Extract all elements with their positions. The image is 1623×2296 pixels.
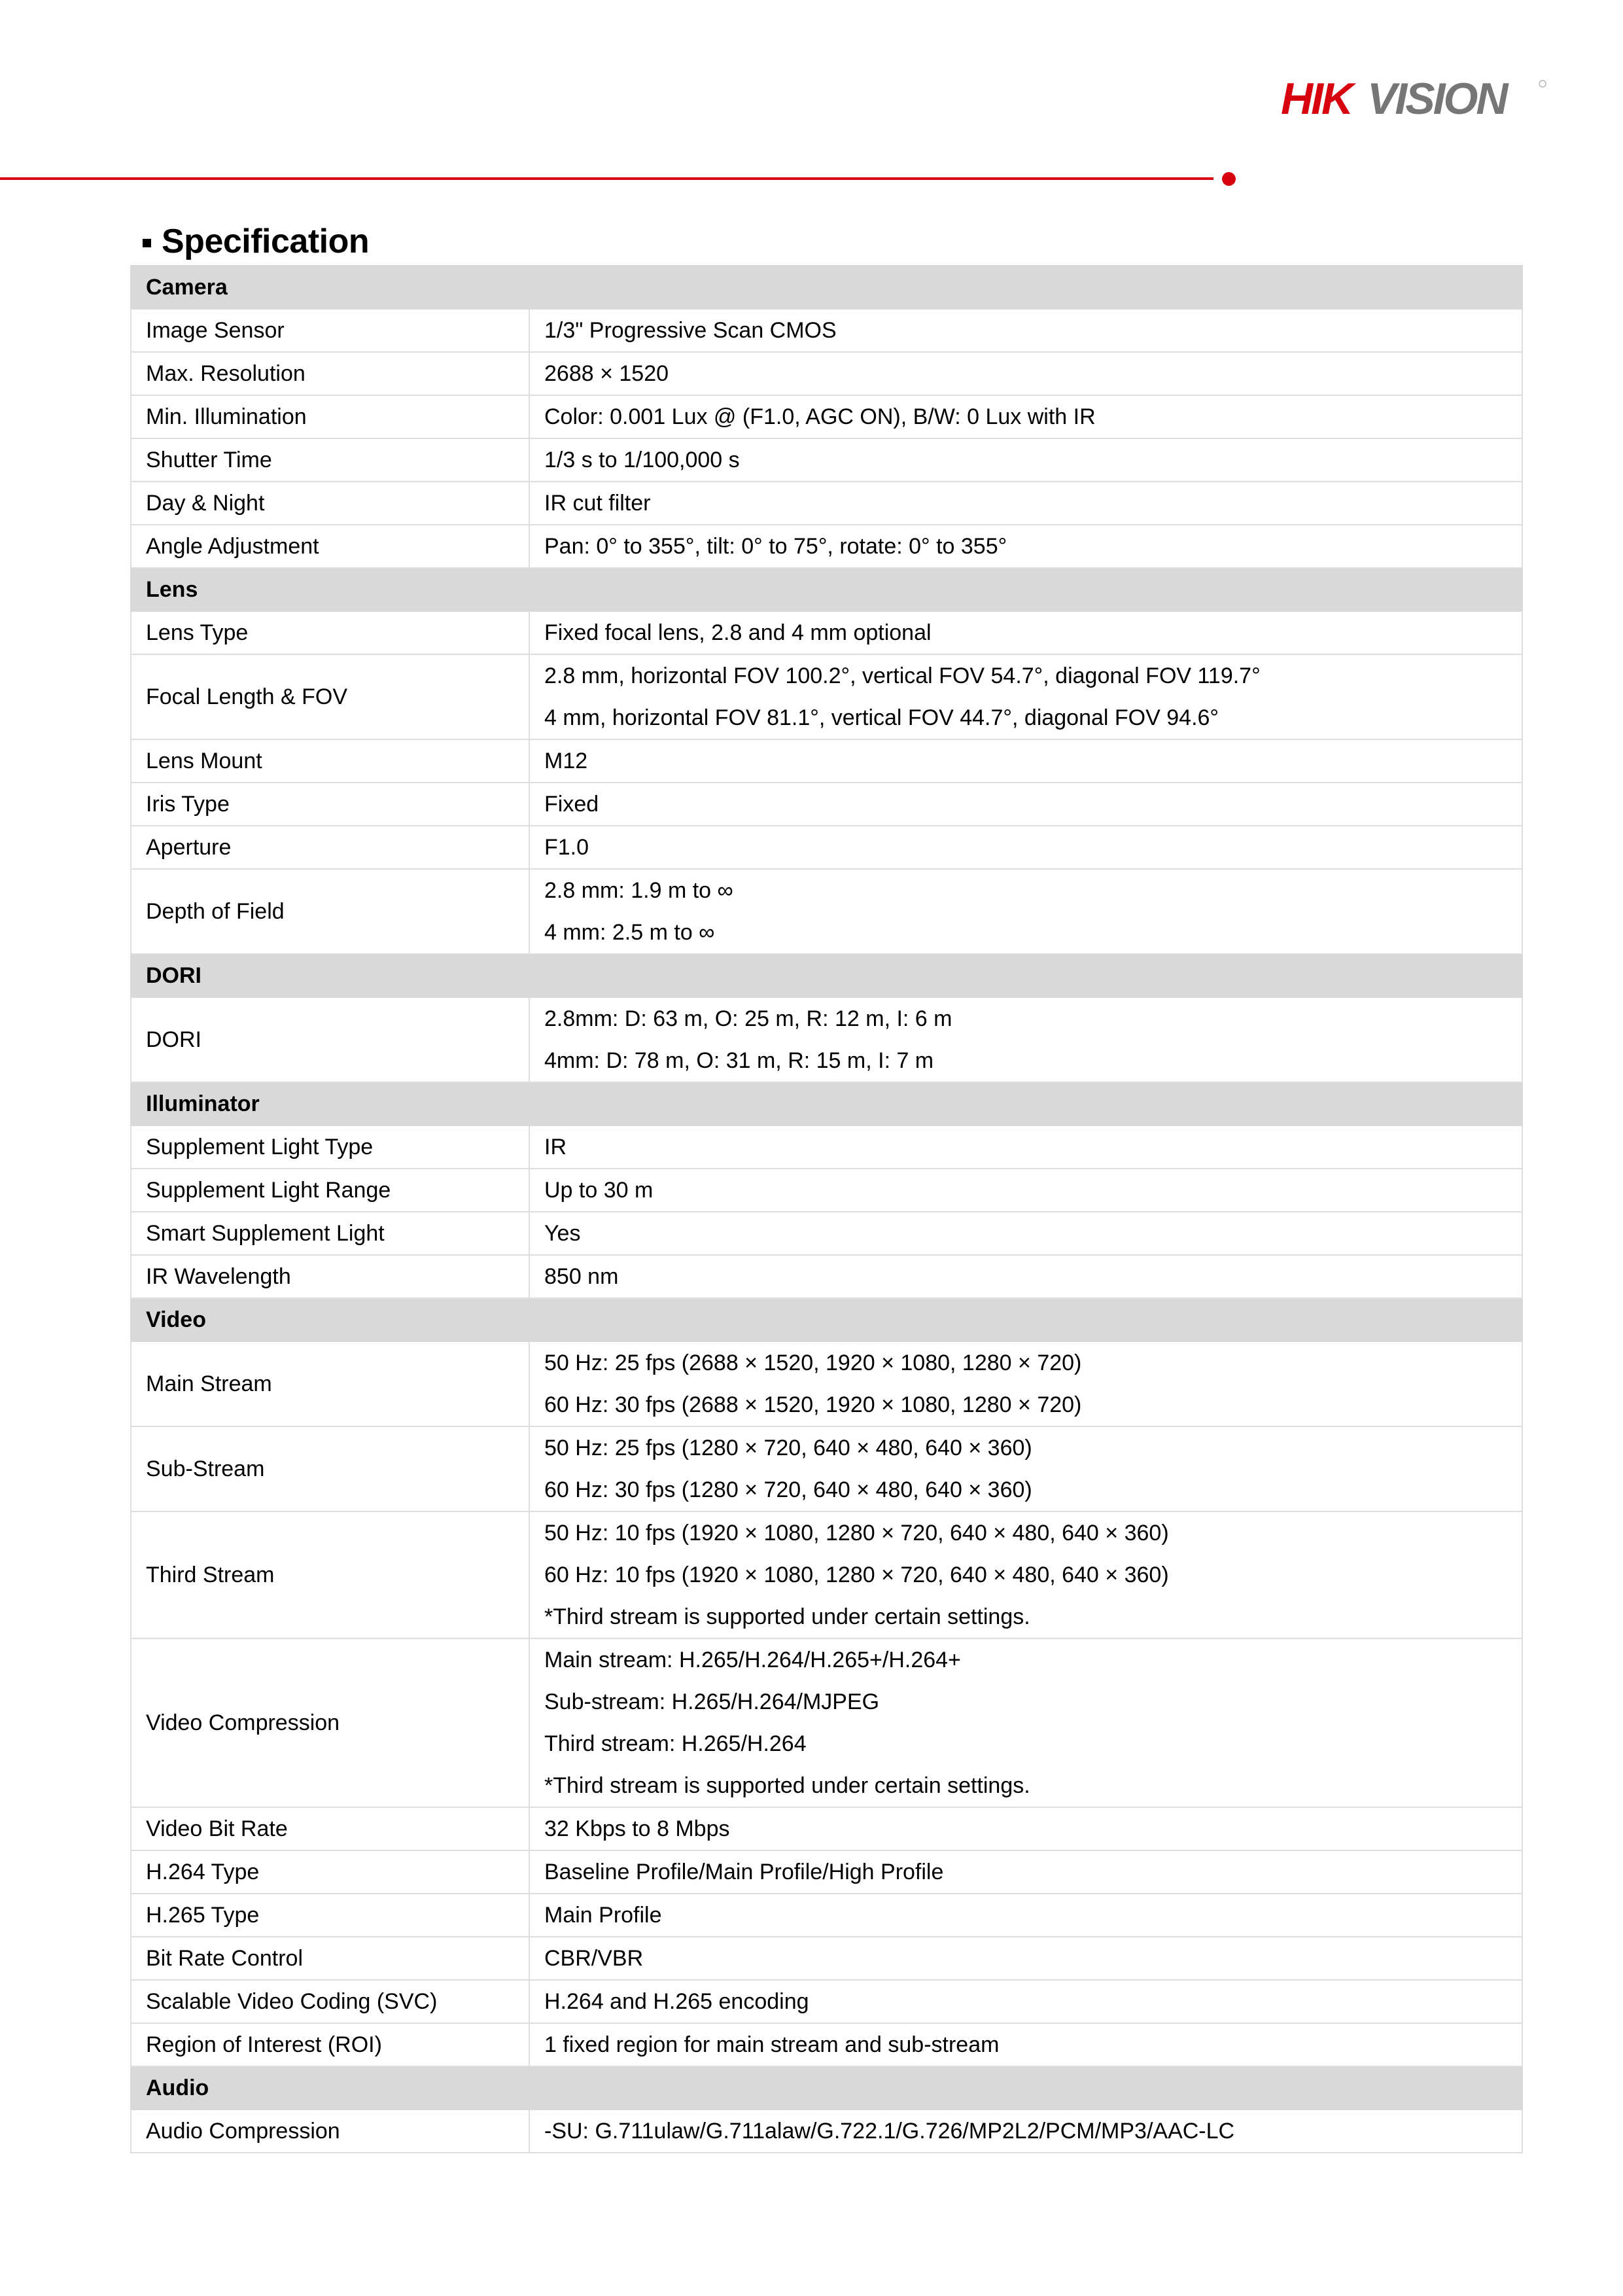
spec-row bbox=[131, 1638, 1522, 1807]
spec-value-line: 1/3" Progressive Scan CMOS bbox=[544, 318, 837, 343]
logo-wordmark bbox=[1281, 77, 1549, 118]
spec-label: Iris Type bbox=[131, 783, 529, 826]
spec-value bbox=[529, 739, 1522, 783]
spec-value-line: Sub-stream: H.265/H.264/MJPEG bbox=[544, 1689, 880, 1714]
spec-value bbox=[529, 1894, 1522, 1937]
spec-value-line: 4 mm: 2.5 m to ∞ bbox=[544, 920, 715, 945]
spec-row bbox=[131, 826, 1522, 869]
spec-value bbox=[529, 438, 1522, 482]
spec-label: Video Compression bbox=[131, 1638, 529, 1807]
spec-label: Lens Type bbox=[131, 611, 529, 654]
spec-row bbox=[131, 525, 1522, 568]
spec-row bbox=[131, 1341, 1522, 1426]
spec-value bbox=[529, 611, 1522, 654]
spec-label: H.264 Type bbox=[131, 1850, 529, 1894]
spec-row bbox=[131, 1125, 1522, 1169]
spec-row bbox=[131, 2023, 1522, 2066]
spec-label: Depth of Field bbox=[131, 869, 529, 954]
spec-value bbox=[529, 1807, 1522, 1850]
spec-value-line: Color: 0.001 Lux @ (F1.0, AGC ON), B/W: 0 Lux with IR bbox=[544, 404, 1096, 429]
spec-value bbox=[529, 482, 1522, 525]
spec-value bbox=[529, 1980, 1522, 2023]
spec-value-line: Fixed bbox=[544, 792, 599, 817]
hikvision-logo bbox=[1281, 77, 1549, 118]
spec-row bbox=[131, 352, 1522, 395]
spec-row bbox=[131, 309, 1522, 352]
spec-label: Region of Interest (ROI) bbox=[131, 2023, 529, 2066]
spec-row bbox=[131, 395, 1522, 438]
section-header-row bbox=[131, 568, 1522, 611]
spec-value-line: CBR/VBR bbox=[544, 1946, 644, 1971]
spec-value-line: 2.8 mm: 1.9 m to ∞ bbox=[544, 878, 733, 903]
spec-label: Angle Adjustment bbox=[131, 525, 529, 568]
spec-label: Max. Resolution bbox=[131, 352, 529, 395]
spec-value bbox=[529, 1255, 1522, 1298]
spec-value bbox=[529, 997, 1522, 1082]
spec-value bbox=[529, 525, 1522, 568]
spec-value bbox=[529, 1341, 1522, 1426]
spec-row bbox=[131, 1169, 1522, 1212]
spec-value bbox=[529, 1212, 1522, 1255]
square-bullet-icon bbox=[143, 239, 151, 247]
spec-value-line: *Third stream is supported under certain settings. bbox=[544, 1773, 1030, 1798]
spec-row bbox=[131, 1255, 1522, 1298]
spec-label: Day & Night bbox=[131, 482, 529, 525]
spec-value-line: 50 Hz: 25 fps (1280 × 720, 640 × 480, 640 × 360) bbox=[544, 1436, 1032, 1460]
spec-value bbox=[529, 1125, 1522, 1169]
spec-value-line: 60 Hz: 30 fps (2688 × 1520, 1920 × 1080, 1280 × 720) bbox=[544, 1392, 1082, 1417]
section-title: Audio bbox=[131, 2066, 1522, 2110]
spec-value bbox=[529, 1169, 1522, 1212]
spec-row bbox=[131, 482, 1522, 525]
logo-text-red: HIK bbox=[1281, 77, 1352, 118]
spec-row bbox=[131, 1937, 1522, 1980]
spec-value bbox=[529, 352, 1522, 395]
spec-row bbox=[131, 2110, 1522, 2153]
spec-label: Image Sensor bbox=[131, 309, 529, 352]
spec-label: Video Bit Rate bbox=[131, 1807, 529, 1850]
spec-value-line: H.264 and H.265 encoding bbox=[544, 1989, 809, 2014]
spec-row bbox=[131, 869, 1522, 954]
spec-value-line: 2.8 mm, horizontal FOV 100.2°, vertical FOV 54.7°, diagonal FOV 119.7° bbox=[544, 663, 1261, 688]
spec-label: IR Wavelength bbox=[131, 1255, 529, 1298]
spec-label: Focal Length & FOV bbox=[131, 654, 529, 739]
spec-row bbox=[131, 997, 1522, 1082]
spec-value bbox=[529, 395, 1522, 438]
spec-row bbox=[131, 438, 1522, 482]
spec-value bbox=[529, 869, 1522, 954]
spec-value-line: Up to 30 m bbox=[544, 1178, 654, 1203]
section-title: DORI bbox=[131, 954, 1522, 997]
spec-row bbox=[131, 783, 1522, 826]
section-header-row bbox=[131, 954, 1522, 997]
spec-label: Bit Rate Control bbox=[131, 1937, 529, 1980]
spec-value-line: 4mm: D: 78 m, O: 31 m, R: 15 m, I: 7 m bbox=[544, 1048, 934, 1073]
spec-row bbox=[131, 1980, 1522, 2023]
spec-value-line: M12 bbox=[544, 749, 588, 773]
spec-value-line: IR bbox=[544, 1135, 567, 1159]
spec-value-line: -SU: G.711ulaw/G.711alaw/G.722.1/G.726/MP2L2/PCM/MP3/AAC-LC bbox=[544, 2119, 1235, 2144]
spec-row bbox=[131, 1426, 1522, 1511]
spec-value bbox=[529, 1426, 1522, 1511]
spec-label: Scalable Video Coding (SVC) bbox=[131, 1980, 529, 2023]
spec-value bbox=[529, 783, 1522, 826]
section-heading bbox=[143, 220, 369, 263]
spec-label: Smart Supplement Light bbox=[131, 1212, 529, 1255]
spec-value-line: 4 mm, horizontal FOV 81.1°, vertical FOV 44.7°, diagonal FOV 94.6° bbox=[544, 705, 1219, 730]
spec-value-line: 850 nm bbox=[544, 1264, 619, 1289]
spec-value bbox=[529, 1850, 1522, 1894]
spec-value-line: *Third stream is supported under certain settings. bbox=[544, 1604, 1030, 1629]
spec-value-line: Fixed focal lens, 2.8 and 4 mm optional bbox=[544, 620, 932, 645]
section-header-row bbox=[131, 1082, 1522, 1125]
spec-value-line: 32 Kbps to 8 Mbps bbox=[544, 1816, 730, 1841]
spec-row bbox=[131, 1894, 1522, 1937]
section-header-row bbox=[131, 2066, 1522, 2110]
spec-row bbox=[131, 654, 1522, 739]
spec-value-line: Main Profile bbox=[544, 1903, 662, 1928]
spec-value-line: 1/3 s to 1/100,000 s bbox=[544, 448, 740, 472]
spec-row bbox=[131, 1807, 1522, 1850]
spec-row bbox=[131, 1850, 1522, 1894]
section-title: Illuminator bbox=[131, 1082, 1522, 1125]
header-divider-dot bbox=[1222, 172, 1236, 186]
spec-value bbox=[529, 309, 1522, 352]
spec-value-line: 50 Hz: 10 fps (1920 × 1080, 1280 × 720, 640 × 480, 640 × 360) bbox=[544, 1521, 1169, 1545]
spec-value bbox=[529, 1937, 1522, 1980]
spec-value-line: Third stream: H.265/H.264 bbox=[544, 1731, 807, 1756]
spec-value-line: 2688 × 1520 bbox=[544, 361, 669, 386]
spec-label: Third Stream bbox=[131, 1511, 529, 1638]
spec-value-line: F1.0 bbox=[544, 835, 589, 860]
spec-label: Supplement Light Type bbox=[131, 1125, 529, 1169]
spec-value-line: 2.8mm: D: 63 m, O: 25 m, R: 12 m, I: 6 m bbox=[544, 1006, 952, 1031]
spec-value bbox=[529, 1638, 1522, 1807]
page-title: Specification bbox=[162, 222, 370, 260]
spec-label: DORI bbox=[131, 997, 529, 1082]
spec-label: Sub-Stream bbox=[131, 1426, 529, 1511]
spec-value bbox=[529, 2110, 1522, 2153]
spec-value bbox=[529, 826, 1522, 869]
spec-row bbox=[131, 1511, 1522, 1638]
spec-label: Lens Mount bbox=[131, 739, 529, 783]
spec-value-line: IR cut filter bbox=[544, 491, 651, 516]
spec-label: Shutter Time bbox=[131, 438, 529, 482]
spec-value-line: 60 Hz: 10 fps (1920 × 1080, 1280 × 720, 640 × 480, 640 × 360) bbox=[544, 1563, 1169, 1587]
spec-label: Audio Compression bbox=[131, 2110, 529, 2153]
spec-value bbox=[529, 2023, 1522, 2066]
spec-value-line: 60 Hz: 30 fps (1280 × 720, 640 × 480, 640 × 360) bbox=[544, 1477, 1032, 1502]
section-header-row bbox=[131, 266, 1522, 309]
section-title: Video bbox=[131, 1298, 1522, 1341]
spec-value-line: Yes bbox=[544, 1221, 581, 1246]
spec-value-line: Baseline Profile/Main Profile/High Profile bbox=[544, 1860, 944, 1884]
specification-table bbox=[130, 265, 1523, 2153]
spec-value-line: 50 Hz: 25 fps (2688 × 1520, 1920 × 1080, 1280 × 720) bbox=[544, 1351, 1082, 1375]
spec-label: H.265 Type bbox=[131, 1894, 529, 1937]
registered-mark-icon bbox=[1539, 80, 1546, 87]
header-divider-line bbox=[0, 177, 1213, 180]
section-header-row bbox=[131, 1298, 1522, 1341]
spec-value-line: Pan: 0° to 355°, tilt: 0° to 75°, rotate: 0° to 355° bbox=[544, 534, 1007, 559]
spec-value bbox=[529, 654, 1522, 739]
spec-row bbox=[131, 1212, 1522, 1255]
spec-value-line: 1 fixed region for main stream and sub-stream bbox=[544, 2032, 1000, 2057]
spec-label: Min. Illumination bbox=[131, 395, 529, 438]
spec-value bbox=[529, 1511, 1522, 1638]
spec-row bbox=[131, 739, 1522, 783]
section-title: Camera bbox=[131, 266, 1522, 309]
spec-value-line: Main stream: H.265/H.264/H.265+/H.264+ bbox=[544, 1648, 961, 1672]
section-title: Lens bbox=[131, 568, 1522, 611]
spec-row bbox=[131, 611, 1522, 654]
spec-label: Supplement Light Range bbox=[131, 1169, 529, 1212]
logo-text-gray: VISION bbox=[1367, 77, 1507, 118]
spec-label: Aperture bbox=[131, 826, 529, 869]
spec-label: Main Stream bbox=[131, 1341, 529, 1426]
